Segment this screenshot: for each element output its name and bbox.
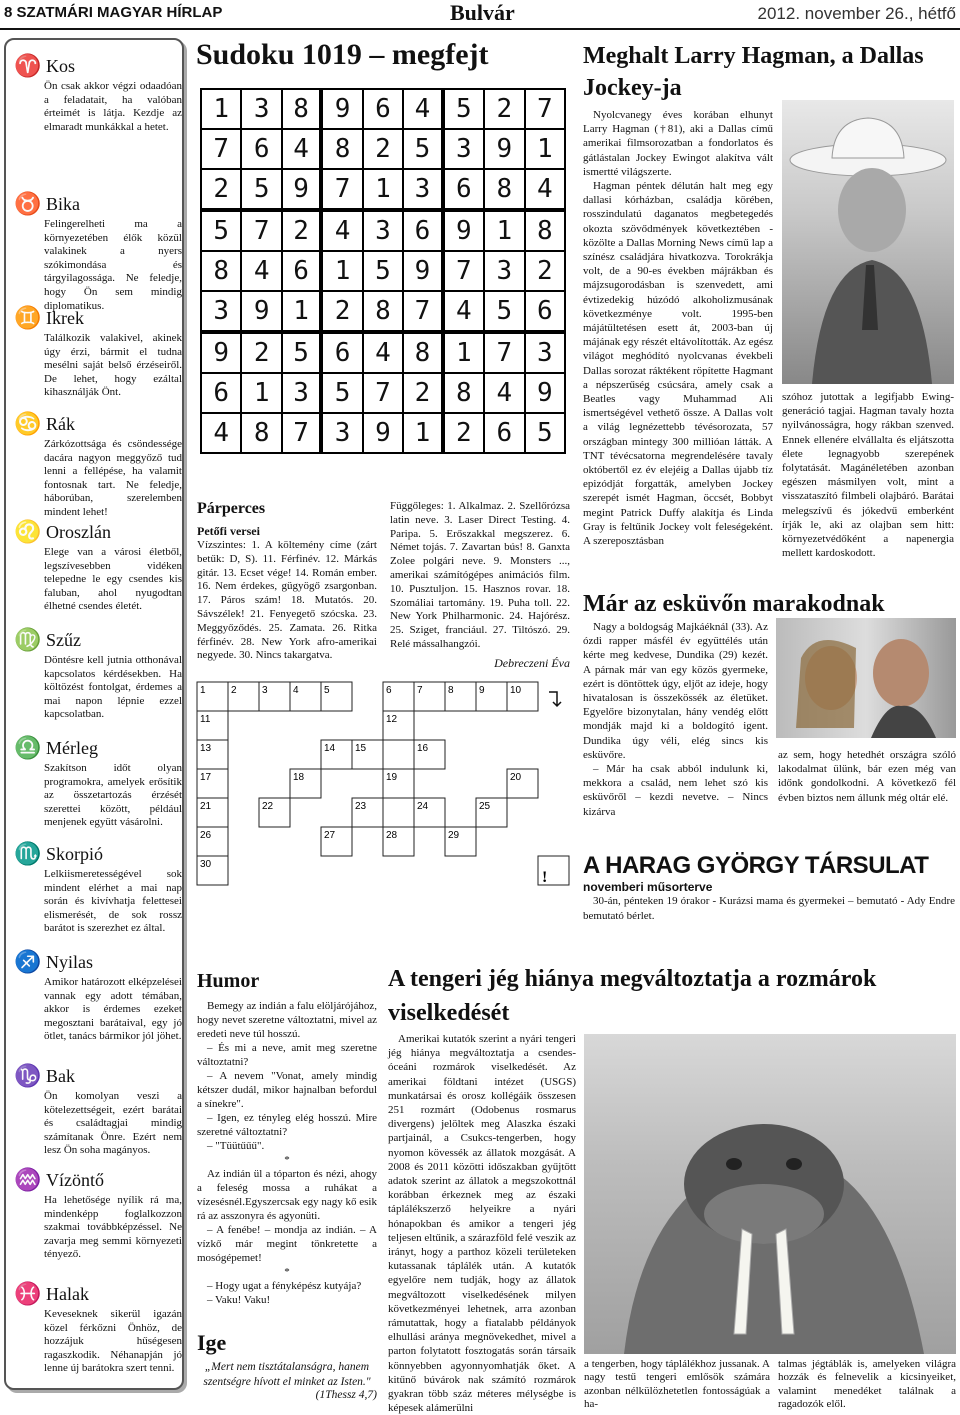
crossword-number: 13: [200, 743, 212, 754]
sudoku-cell: 4: [364, 334, 402, 372]
horoscope-entry: [14, 190, 182, 313]
zodiac-sign-icon: ♐: [14, 949, 42, 974]
humor-line: Az indián ül a tóparton és nézi, ahogy a feleség mossa a ruhákat a vízesésnél.Egyszercsak egy nagy kő esik rá az asszonyra és agyonüti.: [197, 1168, 377, 1222]
wedding-title: Már az esküvőn marakodnak: [583, 591, 885, 617]
zodiac-sign-name: Bak: [46, 1065, 75, 1086]
sudoku-cell: 7: [242, 212, 280, 250]
horoscope-box: [4, 38, 184, 1390]
sudoku-cell: 3: [323, 414, 361, 452]
sudoku-cell: 7: [404, 292, 440, 330]
couple-portrait-icon: [776, 618, 956, 738]
horoscope-text: Keveseknek sikerül igazán közel férkőzni Önhöz, de hozzájuk hűségesen ragaszkodik. Néhanapján jó lenne új barátokra szert tenni.: [44, 1308, 182, 1375]
crossword-number: 16: [417, 743, 429, 754]
horoscope-entry: [14, 734, 182, 830]
sudoku-cell: 4: [526, 170, 564, 208]
hagman-body: Hagman péntek délután halt meg egy dallasi kórházban, családja körében, rosszindulatú daganatos megbetegedés okozta szövődmények következtében - közölte a Dallas Morning News című lap a színész családjára hivatkozva. Torokrákja volt, de a 90-es években májrákban és májzsugorodásban is szenvedett, ami évtizedekig húzódó alkoholizmusának következménye volt. 1995-ben májátültetésen esett át, 2003-ban új májának egy részét eltávolították. Az egész világot meghódító nyolcvanas évekbeli Dallas sorozat ráktékent röpítette Hagmant a népszerűség csúcsára, amely csak a Beatles vagy Muhammad Ali ismertségével vethető össze. A Dallas volt a világ legnézettebb tévésorozata, 57 országban mintegy 300 millióan látták. A TNT tévécsatorna megrendelésére tavaly októbertől ez év elejéig a Dallas újabb tíz epizódját forgatták, amelyben Jockey szerepét ismét Hagman, öccsét, Bobbyt megint Patrick Duffy alakítja és Linda Gray is feltűnik Jockey volt feleségeként. A szereposztásban: [583, 180, 773, 548]
horoscope-entry: [14, 52, 182, 134]
parperces-author: Debreczeni Éva: [494, 655, 570, 670]
sudoku-cell: 1: [445, 334, 483, 372]
sudoku-cell: 6: [364, 90, 402, 128]
sudoku-cell: 9: [445, 212, 483, 250]
humor-text: [197, 999, 377, 1307]
walrus-caption: a tengerben, hogy táplálékhoz jussanak. A nagy testű tengeri emlősök számára azonban nélkülözhetetlen fontosságúak a ha-: [584, 1358, 770, 1411]
crossword-number: 11: [200, 714, 211, 725]
horoscope-entry: [14, 840, 182, 936]
zodiac-sign-name: Ikrek: [46, 307, 84, 328]
crossword-arrow-icon: [549, 692, 561, 706]
zodiac-sign-icon: ♍: [14, 627, 42, 652]
sudoku-cell: 8: [485, 170, 523, 208]
crossword-number: 2: [231, 685, 237, 696]
hagman-photo: [782, 100, 954, 384]
sudoku-cell: 2: [323, 292, 361, 330]
humor-block: [197, 970, 377, 1307]
sudoku-cell: 4: [323, 212, 361, 250]
horoscope-entry: [14, 1166, 182, 1262]
sudoku-cell: 6: [526, 292, 564, 330]
sudoku-title: Sudoku 1019 – megfejt: [196, 38, 489, 71]
zodiac-sign-icon: ♑: [14, 1063, 42, 1088]
crossword-number: 17: [200, 772, 212, 783]
horoscope-text: Találkozik valakivel, akinek úgy érzi, bármit el tudna mesélni saját belső érzéseiről. De lehet, hogy ezáltal kihasználják Önt.: [44, 332, 182, 399]
hagman-article: [583, 40, 955, 104]
horoscope-entry-header: [14, 948, 182, 976]
zodiac-sign-name: Bika: [46, 193, 80, 214]
sudoku-cell: 5: [485, 292, 523, 330]
sudoku-cell: 2: [283, 212, 319, 250]
sudoku-cell: 2: [445, 414, 483, 452]
sudoku-cell: 3: [242, 90, 280, 128]
sudoku-cell: 3: [283, 374, 319, 412]
zodiac-sign-name: Mérleg: [46, 737, 98, 758]
humor-line: Bemegy az indián a falu elöljárójához, hogy nevet szeretne változtatni, mivel az eredeti neve túl hosszú.: [197, 1000, 377, 1040]
humor-line: – Igen, ez tényleg elég hosszú. Mire szeretné változtatni?: [197, 1112, 377, 1138]
parperces-title: Párperces: [197, 500, 266, 517]
sudoku-cell: 8: [323, 130, 361, 168]
horoscope-entry: [14, 518, 182, 614]
theater-block: [583, 852, 955, 923]
crossword-number: 25: [479, 801, 491, 812]
sudoku-cell: 9: [202, 334, 240, 372]
sudoku-cell: 7: [283, 414, 319, 452]
sudoku-cell: 2: [242, 334, 280, 372]
humor-line: – A fenébe! – mondja az indián. – A vízkő már megint tönkretette a mosógépemet!: [197, 1224, 377, 1264]
horoscope-entry-header: [14, 840, 182, 868]
zodiac-sign-icon: ♌: [14, 519, 42, 544]
sudoku-cell: 3: [202, 292, 240, 330]
sudoku-cell: 8: [445, 374, 483, 412]
walrus-icon: [584, 1034, 956, 1354]
horoscope-text: Döntésre kell jutnia otthonával kapcsolatos kérdésekben. Ha költözést fontolgat, érdemes a mai napon lépnie ezzel kapcsolatban.: [44, 654, 182, 721]
sudoku-cell: 4: [404, 90, 440, 128]
crossword-number: 9: [479, 685, 485, 696]
wedding-article: [583, 588, 955, 620]
hagman-body-continued: szóhoz jutottak a legifjabb Ewing-generáció tagjai. Hagman tavaly hozta nyilvánosságra, hogy rákban szenved. Ennek ellenére elvállalta és eljátszotta élete legnagyobb szerepének folytatását. Magánéletében azonban egészen másmilyen volt, mint a visszataszító filmbeli olajbáró. Barátai melegszívű és jókedvű emberként írják le, aki az olajban sem hitt: környezetvédőként a napenergia mellett kardoskodott.: [782, 391, 954, 560]
crossword-grid: [197, 682, 569, 914]
crossword-number: 1: [200, 685, 206, 696]
crossword-number: 26: [200, 830, 212, 841]
sudoku-cell: 1: [485, 212, 523, 250]
theater-subtitle: novemberi műsorterve: [583, 880, 713, 894]
horoscope-text: Szakítson időt olyan programokra, amelyek erősítik az összetartozás érzését szerettei között, például menjenek együtt vásárolni.: [44, 762, 182, 829]
zodiac-sign-name: Kos: [46, 55, 76, 76]
horoscope-entry-header: [14, 734, 182, 762]
page-header: [0, 0, 960, 30]
sudoku-cell: 2: [202, 170, 240, 208]
zodiac-sign-icon: ♎: [14, 735, 42, 760]
sudoku-cell: 4: [202, 414, 240, 452]
sudoku-cell: 9: [526, 374, 564, 412]
walrus-caption-col1: [584, 1358, 770, 1412]
sudoku-cell: 8: [283, 90, 319, 128]
zodiac-sign-icon: ♉: [14, 191, 42, 216]
horoscope-entry: [14, 304, 182, 400]
sudoku-cell: 7: [485, 334, 523, 372]
issue-date: 2012. november 26., hétfő: [757, 4, 956, 23]
crossword-number: 14: [324, 743, 336, 754]
walrus-col1: [388, 1032, 576, 1415]
crossword-number: 27: [324, 830, 336, 841]
horoscope-entry-header: [14, 190, 182, 218]
walrus-title: A tengeri jég hiánya megváltoztatja a rozmárok viselkedését: [388, 966, 877, 1026]
horoscope-entry-header: [14, 1166, 182, 1194]
horoscope-entry: [14, 1062, 182, 1158]
horoscope-entry-header: [14, 410, 182, 438]
zodiac-sign-icon: ♋: [14, 411, 42, 436]
sudoku-cell: 3: [526, 334, 564, 372]
crossword-number: 23: [355, 801, 367, 812]
sudoku-cell: 6: [485, 414, 523, 452]
crossword-number: 7: [417, 685, 423, 696]
humor-line: – Vaku! Vaku!: [207, 1294, 271, 1306]
sudoku-cell: 5: [526, 414, 564, 452]
horoscope-entry-header: [14, 626, 182, 654]
horoscope-entry: [14, 626, 182, 722]
sudoku-cell: 6: [445, 170, 483, 208]
crossword-number: 12: [386, 714, 398, 725]
sudoku-cell: 8: [242, 414, 280, 452]
zodiac-sign-icon: ♈: [14, 53, 42, 78]
sudoku-cell: 9: [242, 292, 280, 330]
crossword-number: 22: [262, 801, 274, 812]
sudoku-cell: 8: [404, 334, 440, 372]
sudoku-cell: 7: [445, 252, 483, 290]
sudoku-grid: [200, 88, 566, 454]
crossword-number: 20: [510, 772, 522, 783]
sudoku-cell: 1: [242, 374, 280, 412]
ige-title: Ige: [197, 1330, 227, 1355]
horoscope-text: Amikor határozott elképzelései vannak egy adott témában, akkor is érdemes ezeket megosztani barátaival, egy jó ötlet, tanács bármikor jól jöhet.: [44, 976, 182, 1043]
horoscope-entry: [14, 1280, 182, 1376]
sudoku-cell: 3: [404, 170, 440, 208]
horoscope-text: Zárkózottsága és csöndessége dacára nagyon meggyőző tud lenni a fellépése, ha valamit fontosnak tart. Ne feledje, háborúban, szerelemben mindent lehet!: [44, 438, 182, 518]
sudoku-cell: 9: [485, 130, 523, 168]
parperces-across: Vízszintes: 1. A költemény címe (zárt betűk: D, S). 11. Férfinév. 12. Márkás gitár. 13. Ecset vége! 14. Román ember. 16. Nem érdekes, gügyögő zsargonban. 17. Páros szám! 18. Mutatós. 20. Sávszélek! 21. Fenyegető szócska. 23. Meggyőződés. 25. Zamata. 26. Ritka férfinév. 28. New York afro-amerikai negyede. 30. Nincs takargatva.: [197, 539, 377, 662]
walrus-article: [388, 962, 956, 1030]
cowboy-hat-portrait-icon: [782, 100, 954, 384]
sudoku-cell: 4: [445, 292, 483, 330]
parperces-down: Függőleges: 1. Alkalmaz. 2. Szellőrózsa latin neve. 3. Laser Direct Testing. 4. Paripa. 5. Erőszakkal megszerez. 6. Német tojás. 7. Zavartan bús! 8. Ganxta Zolee polgári neve. 9. Monsters ..., amerikai számítógépes animációs film. 10. Pusztuljon. 15. Hasznos rovar. 18. Szomáliai tartomány. 19. Puha toll. 22. New York Philharmonic. 24. Hajórész. 25. Sziget, franciául. 27. Tiltószó. 29. Relé mássalhangzói.: [390, 500, 570, 650]
zodiac-sign-name: Nyilas: [46, 951, 93, 972]
parperces-block: [197, 500, 377, 663]
sudoku-cell: 1: [404, 414, 440, 452]
crossword-number: 29: [448, 830, 460, 841]
horoscope-entry: [14, 410, 182, 520]
crossword-number: 15: [355, 743, 367, 754]
section-title: Bulvár: [450, 0, 515, 25]
sudoku-cell: 5: [364, 252, 402, 290]
humor-line: – És mi a neve, amit meg szeretne változtatni?: [197, 1042, 377, 1068]
sudoku-cell: 4: [283, 130, 319, 168]
sudoku-cell: 5: [202, 212, 240, 250]
horoscope-entry-header: [14, 518, 182, 546]
sudoku-cell: 5: [283, 334, 319, 372]
theater-program: 30-án, pénteken 19 órakor - Kurázsi mama és gyermekei – bemutató - Ady Endre bemutató bérlet.: [583, 895, 955, 922]
crossword-number: 5: [324, 685, 330, 696]
sudoku-cell: 9: [283, 170, 319, 208]
zodiac-sign-name: Szűz: [46, 629, 81, 650]
sudoku-cell: 9: [404, 252, 440, 290]
sudoku-cell: 7: [323, 170, 361, 208]
sudoku-cell: 2: [526, 252, 564, 290]
wedding-body: Nagy a boldogság Majkáéknál (33). Az ózdi rapper másfél év együttélés után kérte meg kedvese, Dundika (29) kezét. A párnak már van egy közös gyermeke, ezért is döntöttek úgy, eljőt az ideje, hogy hivatalosan is összekössék az életüket. Egyelőre bizonytalan, hány vendég előtt mondják majd ki a boldogító igent. Dundika úgy véli, elég sincs kis esküvőre.: [583, 621, 768, 761]
horoscope-entry: [14, 948, 182, 1044]
sudoku-cell: 5: [404, 130, 440, 168]
crossword-number: 3: [262, 685, 268, 696]
sudoku-cell: 6: [323, 334, 361, 372]
humor-line: – "Tüütűűű".: [207, 1140, 265, 1152]
sudoku-cell: 2: [485, 90, 523, 128]
sudoku-cell: 4: [485, 374, 523, 412]
sudoku-cell: 1: [526, 130, 564, 168]
crossword-number: 21: [200, 801, 212, 812]
wedding-body-quote: – Már ha csak abból indulunk ki, mekkora a család, nem lehet szó kis esküvőről – kezdi nevetve. – Nincs kizárva: [583, 763, 768, 818]
hagman-title: Meghalt Larry Hagman, a Dallas Jockey-ja: [583, 43, 924, 101]
sudoku-cell: 1: [202, 90, 240, 128]
humor-line: – Hogy ugat a fényképész kutyája?: [207, 1280, 362, 1292]
crossword-number: 28: [386, 830, 398, 841]
zodiac-sign-name: Skorpió: [46, 843, 104, 864]
theater-title: A HARAG GYÖRGY TÁRSULAT: [583, 852, 929, 879]
sudoku-cell: 7: [526, 90, 564, 128]
crossword-number: 24: [417, 801, 429, 812]
horoscope-text: Ön komolyan veszi a kötelezettségeit, ezért barátai és családtagjai mindig számítanak Önre. Ezért nem lesz Ön soha magányos.: [44, 1090, 182, 1157]
humor-title: Humor: [197, 970, 260, 992]
sudoku-cell: 7: [202, 130, 240, 168]
sudoku-cell: 6: [242, 130, 280, 168]
horoscope-text: Ön csak akkor végzi odaadóan a feladatait, ha valóban érteimét is látja. Kezdje az elmaradt munkákkal a hetet.: [44, 80, 182, 133]
sudoku-cell: 3: [485, 252, 523, 290]
horoscope-text: Felingerelheti ma a környezetében élők közül valakinek a nyers szókimondása és tárgyilagossága. Ne feledje, hogy Ön sem mindig diplomatikus.: [44, 218, 182, 312]
parperces-down-block: [390, 500, 570, 671]
crossword-exclamation-icon: !: [542, 869, 548, 886]
horoscope-entry-header: [14, 1062, 182, 1090]
crossword-number: 19: [386, 772, 398, 783]
walrus-caption-col2: [778, 1358, 956, 1412]
sudoku-cell: 9: [323, 90, 361, 128]
crossword-number: 4: [293, 685, 299, 696]
sudoku-cell: 7: [364, 374, 402, 412]
sudoku-cell: 1: [364, 170, 402, 208]
horoscope-entry-header: [14, 52, 182, 80]
horoscope-entry-header: [14, 1280, 182, 1308]
hagman-col2: [782, 390, 954, 560]
sudoku-cell: 8: [526, 212, 564, 250]
sudoku-cell: 6: [283, 252, 319, 290]
sudoku-cell: 5: [445, 90, 483, 128]
crossword-number: 6: [386, 685, 392, 696]
horoscope-text: Ha lehetősége nyílik rá ma, mindenképp foglalkozzon szakmai továbbképzéssel. Ne zavarja meg semmi környezeti tényező.: [44, 1194, 182, 1261]
horoscope-text: Elege van a városi életből, legszívesebben vidéken telepedne le egy csendes kis faluban, ahol nyugodtan élhetné csendes életét.: [44, 546, 182, 613]
sudoku-cell: 1: [283, 292, 319, 330]
sudoku-cell: 5: [323, 374, 361, 412]
sudoku-cell: 6: [404, 212, 440, 250]
humor-line: *: [284, 1266, 290, 1278]
sudoku-cell: 5: [242, 170, 280, 208]
sudoku-cell: 3: [445, 130, 483, 168]
walrus-photo: [584, 1034, 956, 1354]
walrus-body: Amerikai kutatók szerint a nyári tengeri jég hiánya megváltoztatja a csendes-óceáni rozmárok viselkedését. Az amerikai földtani intézet (USGS) munkatársai és orosz kollégáik összesen 251 rozmárt (Odobenus rosmarus divergens) jelöltek meg Alaszka északi partjainál, a Csukcs-tengerben, hogy nyomon kövessék az állatok mozgását. A 2008 és 2011 közötti időszakban gyűjtött adatok szerint az állatok a megszokottnál korábban érkeznek meg az északi táplálékszerző helyeikre a nyári hónapokban és amikor a tengeri jég teljesen eltűnik, a szárazföld felé veszik az irányt, hogy a parthoz közeli területeken kutassanak táplálék után. A kutatók egyelőre nem tudják, hogy az állatok megváltozott viselkedésének milyen következményei lehetnek, arra azonban rámutattak, hogy a fiatalabb példányok elhullási aránya megnövekedhet, mivel a parton folytatott fosztogatás során társaik könnyebben agyonnyomhatják őket. A kitűnő búvárok nak számító rozmárok gyakran több száz méteres mélységbe is képesek alámerülni: [388, 1033, 576, 1415]
crossword-number: 18: [293, 772, 305, 783]
zodiac-sign-name: Rák: [46, 413, 75, 434]
humor-line: *: [284, 1154, 290, 1166]
wedding-body-continued: az sem, hogy hetedhét országra szóló lakodalmat ülünk, bár ezen még van időnk gondolkodni. A következő fél évben biztos nem állunk még oltár elé.: [778, 749, 956, 804]
sudoku-cell: 6: [202, 374, 240, 412]
crossword-number: 30: [200, 859, 212, 870]
zodiac-sign-name: Vízöntő: [46, 1169, 104, 1190]
sudoku-cell: 4: [242, 252, 280, 290]
sudoku-cell: 1: [323, 252, 361, 290]
walrus-caption-continued: talmas jégtáblák is, amelyeken világra hozzák és felnevelik a kicsinyeiket, valamint menedéket találnak a ragadozók elől.: [778, 1358, 956, 1411]
hagman-col1: [583, 108, 773, 548]
horoscope-text: Lelkiismeretességével sok mindent elérhet a mai nap során és kivívhatja felettesei elismerését, de sok rossz barátot is szerezhet ez által.: [44, 868, 182, 935]
zodiac-sign-name: Oroszlán: [46, 521, 111, 542]
hagman-lead: Nyolcvanegy éves korában elhunyt Larry Hagman (†81), aki a Dallas című amerikai filmsorozatban a fondorlatos és gátlástalan Jockey Ewingot alakítva vált ismertté világszerte.: [583, 109, 773, 178]
sudoku-cell: 8: [202, 252, 240, 290]
zodiac-sign-icon: ♓: [14, 1281, 42, 1306]
couple-photo: [776, 618, 956, 738]
zodiac-sign-icon: ♊: [14, 305, 42, 330]
horoscope-entry-header: [14, 304, 182, 332]
wedding-col2: [778, 748, 956, 805]
crossword-number: 10: [510, 685, 522, 696]
sudoku-cell: 3: [364, 212, 402, 250]
sudoku-cell: 2: [404, 374, 440, 412]
sudoku-cell: 9: [364, 414, 402, 452]
ige-reference: (1Thessz 4,7): [315, 1389, 377, 1401]
ige-block: [197, 1330, 377, 1401]
zodiac-sign-icon: ♏: [14, 841, 42, 866]
page-number-and-paper: 8 SZATMÁRI MAGYAR HÍRLAP: [4, 4, 223, 21]
parperces-subtitle: Petőfi versei: [197, 524, 260, 538]
sudoku-cell: 8: [364, 292, 402, 330]
crossword-number: 8: [448, 685, 454, 696]
wedding-col1: [583, 620, 768, 819]
sudoku-cell: 2: [364, 130, 402, 168]
zodiac-sign-name: Halak: [46, 1283, 89, 1304]
zodiac-sign-icon: ♒: [14, 1167, 42, 1192]
humor-line: – A nevem "Vonat, amely mindig kétszer dudál, mikor hajnalban befordul a sínekre".: [197, 1070, 377, 1110]
ige-text: „Mert nem tisztátalanságra, hanem szentségre hívott el minket az Isten.": [203, 1361, 371, 1388]
